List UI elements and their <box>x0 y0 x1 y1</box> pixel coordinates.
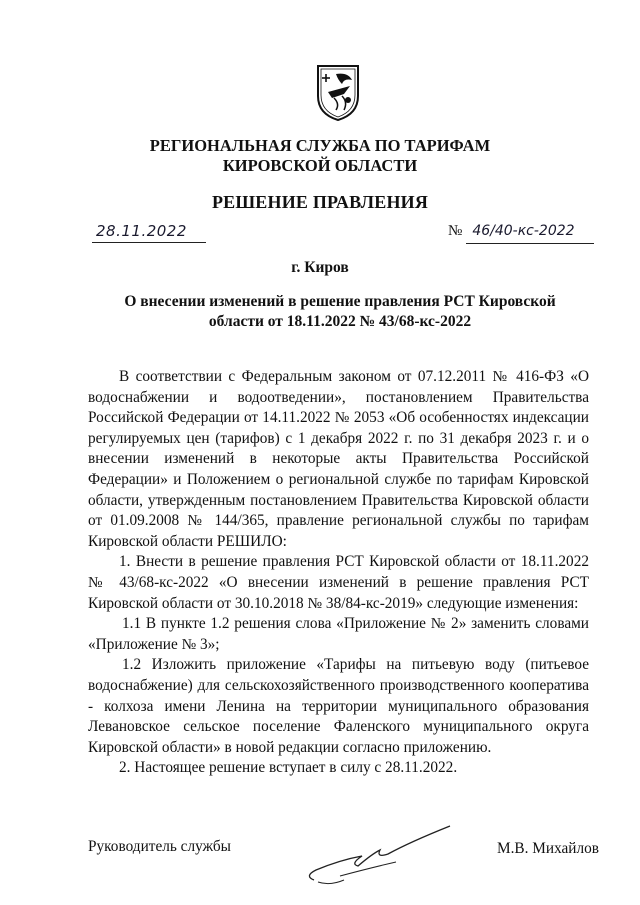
document-date: 28.11.2022 <box>92 222 206 243</box>
coat-of-arms-emblem <box>314 64 362 122</box>
decision-body <box>88 367 589 779</box>
preamble-paragraph: В соответствии с Федеральным законом от 07.12.2011 № 416-ФЗ «О водоснабжении и водоотведении», постановлением Правительства Российской Федерации от 14.11.2022 № 2053 «Об особенностях индексации регулируемых цен (тарифов) с 1 декабря 2022 г. по 31 декабря 2023 г. и о внесении изменений в некоторые акты Правительства Российской Федерации» и Положением о региональной службе по тарифам Кировской области, утвержденным постановлением Правительства Кировской области от 01.09.2008 № 144/365, правление региональной службы по тарифам Кировской области РЕШИЛО: <box>88 368 589 550</box>
document-number-block <box>448 222 594 242</box>
document-number: 46/40-кс-2022 <box>466 223 594 244</box>
handwritten-signature <box>300 816 470 892</box>
item-2-paragraph: 2. Настоящее решение вступает в силу с 28.11.2022. <box>119 759 458 777</box>
decision-subject <box>120 292 560 332</box>
item-1-paragraph: 1. Внести в решение правления РСТ Кировской области от 18.11.2022 № 43/68-кс-2022 «О внесении изменений в решение правления РСТ Кировской области от 30.10.2018 № 38/84-кс-2019» следующие изменения: <box>88 553 589 612</box>
decision-title: РЕШЕНИЕ ПРАВЛЕНИЯ <box>211 192 429 212</box>
signer-name: М.В. Михайлов <box>497 840 599 857</box>
subject-line1: О внесении изменений в решение правления РСТ Кировской <box>124 293 556 310</box>
organization-name-line1: РЕГИОНАЛЬНАЯ СЛУЖБА ПО ТАРИФАМ <box>149 136 491 155</box>
item-1-2-paragraph: 1.2 Изложить приложение «Тарифы на питьевую воду (питьевое водоснабжение) для сельскохозяйственного производственного кооператива - колхоза имени Ленина на территории муниципального образования Левановское сельское поселение Фаленского муниципального округа Кировской области» в новой редакции согласно приложению. <box>88 656 589 756</box>
number-sign: № <box>448 223 463 239</box>
signer-title: Руководитель службы <box>88 838 231 855</box>
city: г. Киров <box>291 259 349 276</box>
organization-name-line2: КИРОВСКОЙ ОБЛАСТИ <box>222 156 418 175</box>
subject-line2: области от 18.11.2022 № 43/68-кс-2022 <box>208 313 472 330</box>
item-1-1-paragraph: 1.1 В пункте 1.2 решения слова «Приложение № 2» заменить словами «Приложение № 3»; <box>88 615 589 653</box>
organization-name <box>0 136 640 176</box>
